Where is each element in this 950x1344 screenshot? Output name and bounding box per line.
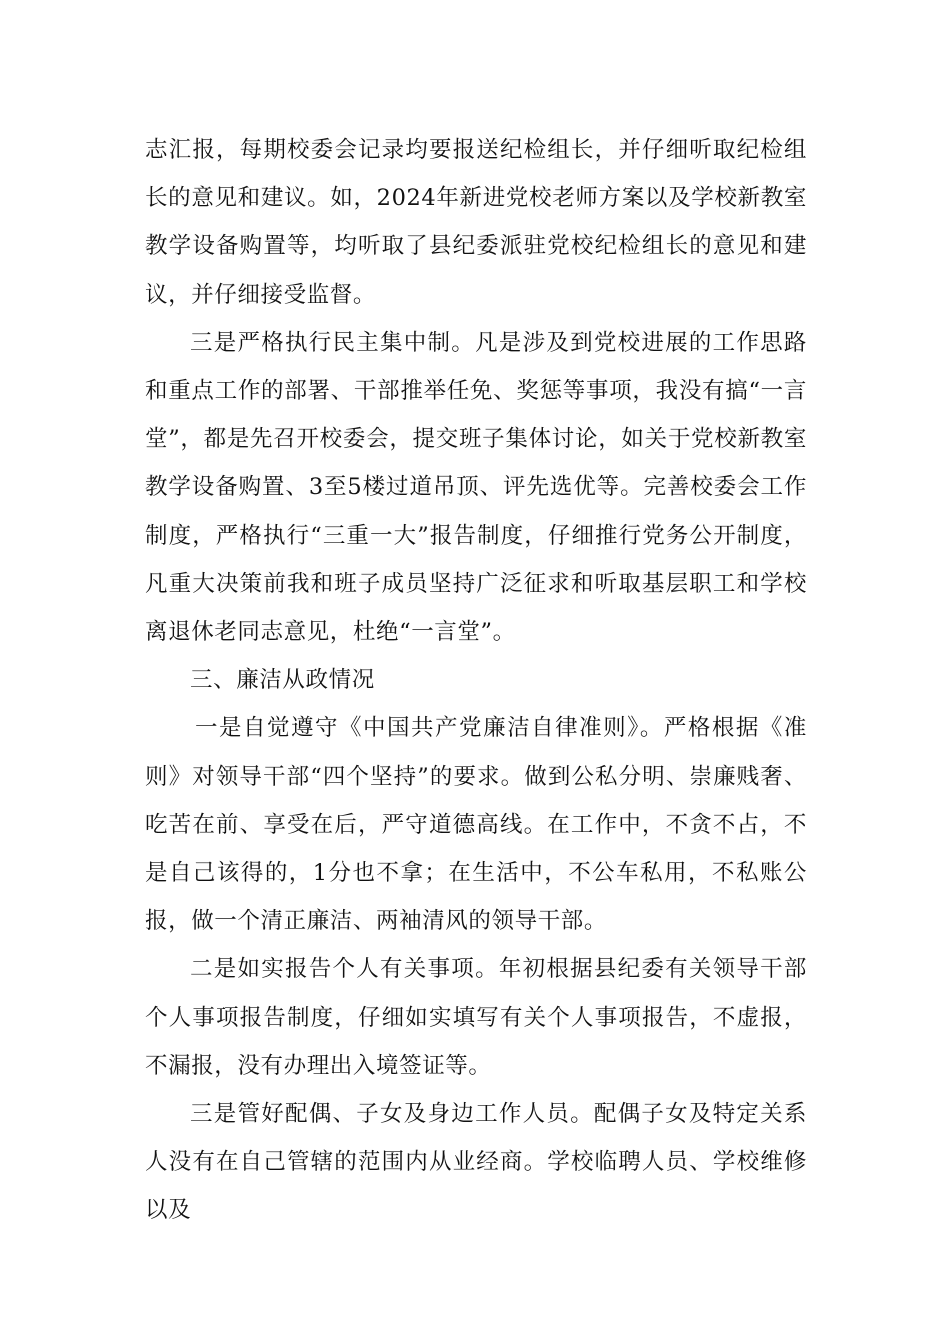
paragraph-family-management: 三是管好配偶、子女及身边工作人员。配偶子女及特定关系人没有在自己管辖的范围内从业经商。学校临聘人员、学校维修以及 <box>145 1101 807 1224</box>
paragraph-democratic-centralism: 三是严格执行民主集中制。凡是涉及到党校进展的工作思路和重点工作的部署、干部推举任免、奖惩等事项，我没有搞“一言堂”，都是先召开校委会，提交班子集体讨论，如关于党校新教室教学设备购置、3至5楼过道吊顶、评先选优等。完善校委会工作制度，严格执行“三重一大”报告制度，仔细推行党务公开制度，凡重大决策前我和班子成员坚持广泛征求和听取基层职工和学校离退休老同志意见，杜绝“一言堂”。 <box>145 329 807 646</box>
document-body <box>145 126 807 1235</box>
paragraph-self-discipline: 一是自觉遵守《中国共产党廉洁自律准则》。严格根据《准则》对领导干部“四个坚持”的要求。做到公私分明、崇廉贱奢、吃苦在前、享受在后，严守道德高线。在工作中，不贪不占，不是自己该得的，1分也不拿；在生活中，不公车私用，不私账公报，做一个清正廉洁、两袖清风的领导干部。 <box>145 715 807 935</box>
paragraph-continuation: 志汇报，每期校委会记录均要报送纪检组长，并仔细听取纪检组长的意见和建议。如，2024年新进党校老师方案以及学校新教室教学设备购置等，均听取了县纪委派驻党校纪检组长的意见和建议，并仔细接受监督。 <box>145 137 807 308</box>
paragraph-personal-report: 二是如实报告个人有关事项。年初根据县纪委有关领导干部个人事项报告制度，仔细如实填写有关个人事项报告，不虚报，不漏报，没有办理出入境签证等。 <box>145 956 807 1079</box>
section-heading-integrity: 三、廉洁从政情况 <box>190 667 375 694</box>
